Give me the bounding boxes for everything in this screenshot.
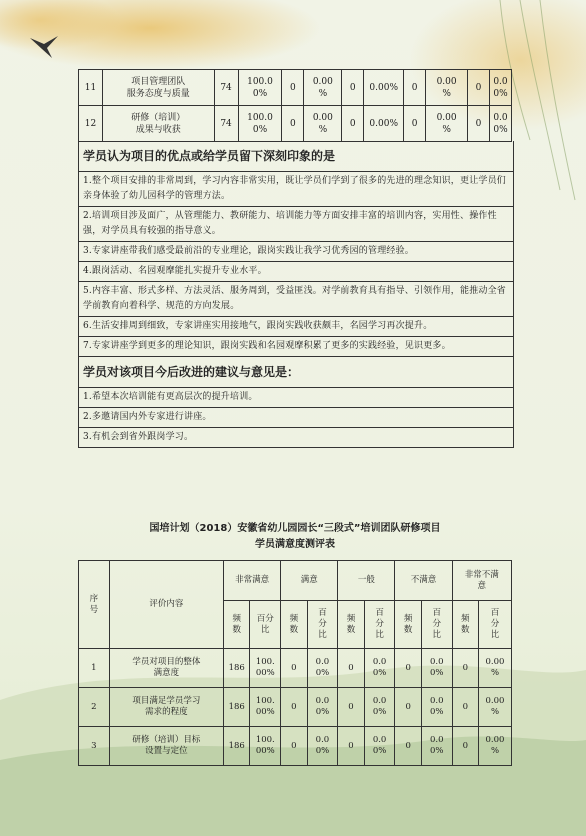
percent-cell: 100.0 0%: [238, 106, 282, 142]
table-row: [79, 649, 512, 688]
percent-cell: 0.00 %: [478, 649, 511, 688]
subheader-percent: 百 分 比: [421, 601, 452, 649]
percent-cell: 0.0 0%: [421, 688, 452, 727]
row-number: 3: [79, 727, 110, 766]
list-item: 7.专家讲座学到更多的理论知识，跟岗实践和名园观摩积累了更多的实践经验，见识更多。: [79, 337, 513, 357]
list-item: 1.整个项目安排的非常周到，学习内容非常实用，既让学员们学到了很多的先进的理念知识，更让学员们亲身体验了幼儿园科学的管理方法。: [79, 172, 513, 207]
subheader-count: 频 数: [338, 601, 364, 649]
list-item: 3.有机会到省外跟岗学习。: [79, 428, 513, 448]
title-line-1: 国培计划（2018）安徽省幼儿园园长“三段式”培训团队研修项目: [149, 523, 441, 534]
percent-cell: 0.0 0%: [307, 649, 338, 688]
list-item: 2.培训项目涉及面广，从管理能力、教研能力、培训能力等方面安排丰富的培训内容，实用性、操作性强，对学员具有较强的指导意义。: [79, 207, 513, 242]
percent-cell: 0.0 0%: [489, 106, 511, 142]
list-item: 4.跟岗活动、名园观摩能扎实提升专业水平。: [79, 262, 513, 282]
subheader-count: 频 数: [395, 601, 421, 649]
table-row: [79, 727, 512, 766]
percent-cell: 0.00 %: [426, 106, 468, 142]
list-item: 1.希望本次培训能有更高层次的提升培训。: [79, 388, 513, 408]
count-cell: 0: [338, 727, 364, 766]
count-cell: 0: [282, 106, 304, 142]
percent-cell: 100. 00%: [250, 727, 281, 766]
count-cell: 0: [468, 70, 490, 106]
count-cell: 0: [395, 727, 421, 766]
count-cell: 0: [404, 70, 426, 106]
header-very-satisfied: 非常满意: [224, 561, 281, 601]
suggestions-heading: 学员对该项目今后改进的建议与意见是：: [79, 357, 513, 388]
percent-cell: 0.00 %: [478, 688, 511, 727]
row-item-name: 学员对项目的整体 满意度: [109, 649, 223, 688]
count-cell: 0: [452, 649, 478, 688]
header-no: 序 号: [79, 561, 110, 649]
title-line-2: 学员满意度测评表: [255, 539, 335, 550]
count-cell: 0: [338, 688, 364, 727]
strengths-list: [79, 172, 513, 357]
row-item-name: 研修（培训） 成果与收获: [102, 106, 214, 142]
row-item-name: 项目满足学员学习 需求的程度: [109, 688, 223, 727]
percent-cell: 100. 00%: [250, 649, 281, 688]
percent-cell: 0.0 0%: [489, 70, 511, 106]
count-cell: 0: [282, 70, 304, 106]
percent-cell: 0.00%: [364, 106, 404, 142]
count-cell: 0: [281, 727, 307, 766]
list-item: 3.专家讲座带我们感受最前沿的专业理论，跟岗实践让我学习优秀园的管理经验。: [79, 242, 513, 262]
count-cell: 0: [338, 649, 364, 688]
count-cell: 0: [404, 106, 426, 142]
count-cell: 74: [214, 70, 238, 106]
count-cell: 0: [281, 688, 307, 727]
header-neutral: 一般: [338, 561, 395, 601]
percent-cell: 0.00 %: [304, 106, 342, 142]
row-number: 1: [79, 649, 110, 688]
row-number: 11: [79, 70, 103, 106]
percent-cell: 0.0 0%: [364, 649, 395, 688]
percent-cell: 0.0 0%: [364, 688, 395, 727]
subheader-percent: 百 分 比: [478, 601, 511, 649]
percent-cell: 0.0 0%: [307, 727, 338, 766]
count-cell: 0: [281, 649, 307, 688]
subheader-percent: 百 分 比: [364, 601, 395, 649]
count-cell: 186: [224, 649, 250, 688]
percent-cell: 0.00%: [364, 70, 404, 106]
header-dissatisfied: 不满意: [395, 561, 452, 601]
percent-cell: 0.0 0%: [421, 649, 452, 688]
row-item-name: 项目管理团队 服务态度与质量: [102, 70, 214, 106]
count-cell: 0: [452, 688, 478, 727]
percent-cell: 100. 00%: [250, 688, 281, 727]
percent-cell: 0.00 %: [304, 70, 342, 106]
satisfaction-table: [78, 560, 512, 766]
row-number: 12: [79, 106, 103, 142]
percent-cell: 0.00 %: [426, 70, 468, 106]
header-satisfied: 满意: [281, 561, 338, 601]
percent-cell: 0.0 0%: [307, 688, 338, 727]
table-row: [79, 70, 512, 106]
subheader-percent: 百 分 比: [307, 601, 338, 649]
rating-table-continued: [78, 69, 512, 142]
suggestions-list: [79, 388, 513, 448]
count-cell: 0: [342, 106, 364, 142]
count-cell: 0: [395, 649, 421, 688]
percent-cell: 100.0 0%: [238, 70, 282, 106]
feedback-section: [78, 141, 514, 448]
list-item: 6.生活安排周到细致，专家讲座实用接地气，跟岗实践收获颇丰，名园学习再次提升。: [79, 317, 513, 337]
percent-cell: 0.0 0%: [421, 727, 452, 766]
count-cell: 186: [224, 727, 250, 766]
table-row: [79, 688, 512, 727]
strengths-heading: 学员认为项目的优点或给学员留下深刻印象的是: [79, 141, 513, 172]
count-cell: 0: [468, 106, 490, 142]
count-cell: 0: [395, 688, 421, 727]
subheader-count: 频 数: [281, 601, 307, 649]
subheader-count: 频 数: [224, 601, 250, 649]
row-number: 2: [79, 688, 110, 727]
count-cell: 0: [342, 70, 364, 106]
list-item: 2.多邀请国内外专家进行讲座。: [79, 408, 513, 428]
count-cell: 0: [452, 727, 478, 766]
subheader-count: 频 数: [452, 601, 478, 649]
document-title: [78, 521, 512, 553]
row-item-name: 研修（培训）目标 设置与定位: [109, 727, 223, 766]
percent-cell: 0.00 %: [478, 727, 511, 766]
count-cell: 74: [214, 106, 238, 142]
subheader-percent: 百分 比: [250, 601, 281, 649]
list-item: 5.内容丰富、形式多样、方法灵活、服务周到，受益匪浅。对学前教育具有指导、引领作用，能推动全省学前教育向着科学、规范的方向发展。: [79, 282, 513, 317]
percent-cell: 0.0 0%: [364, 727, 395, 766]
header-very-dissatisfied: 非常不满 意: [452, 561, 511, 601]
count-cell: 186: [224, 688, 250, 727]
header-content: 评价内容: [109, 561, 223, 649]
table-row: [79, 106, 512, 142]
